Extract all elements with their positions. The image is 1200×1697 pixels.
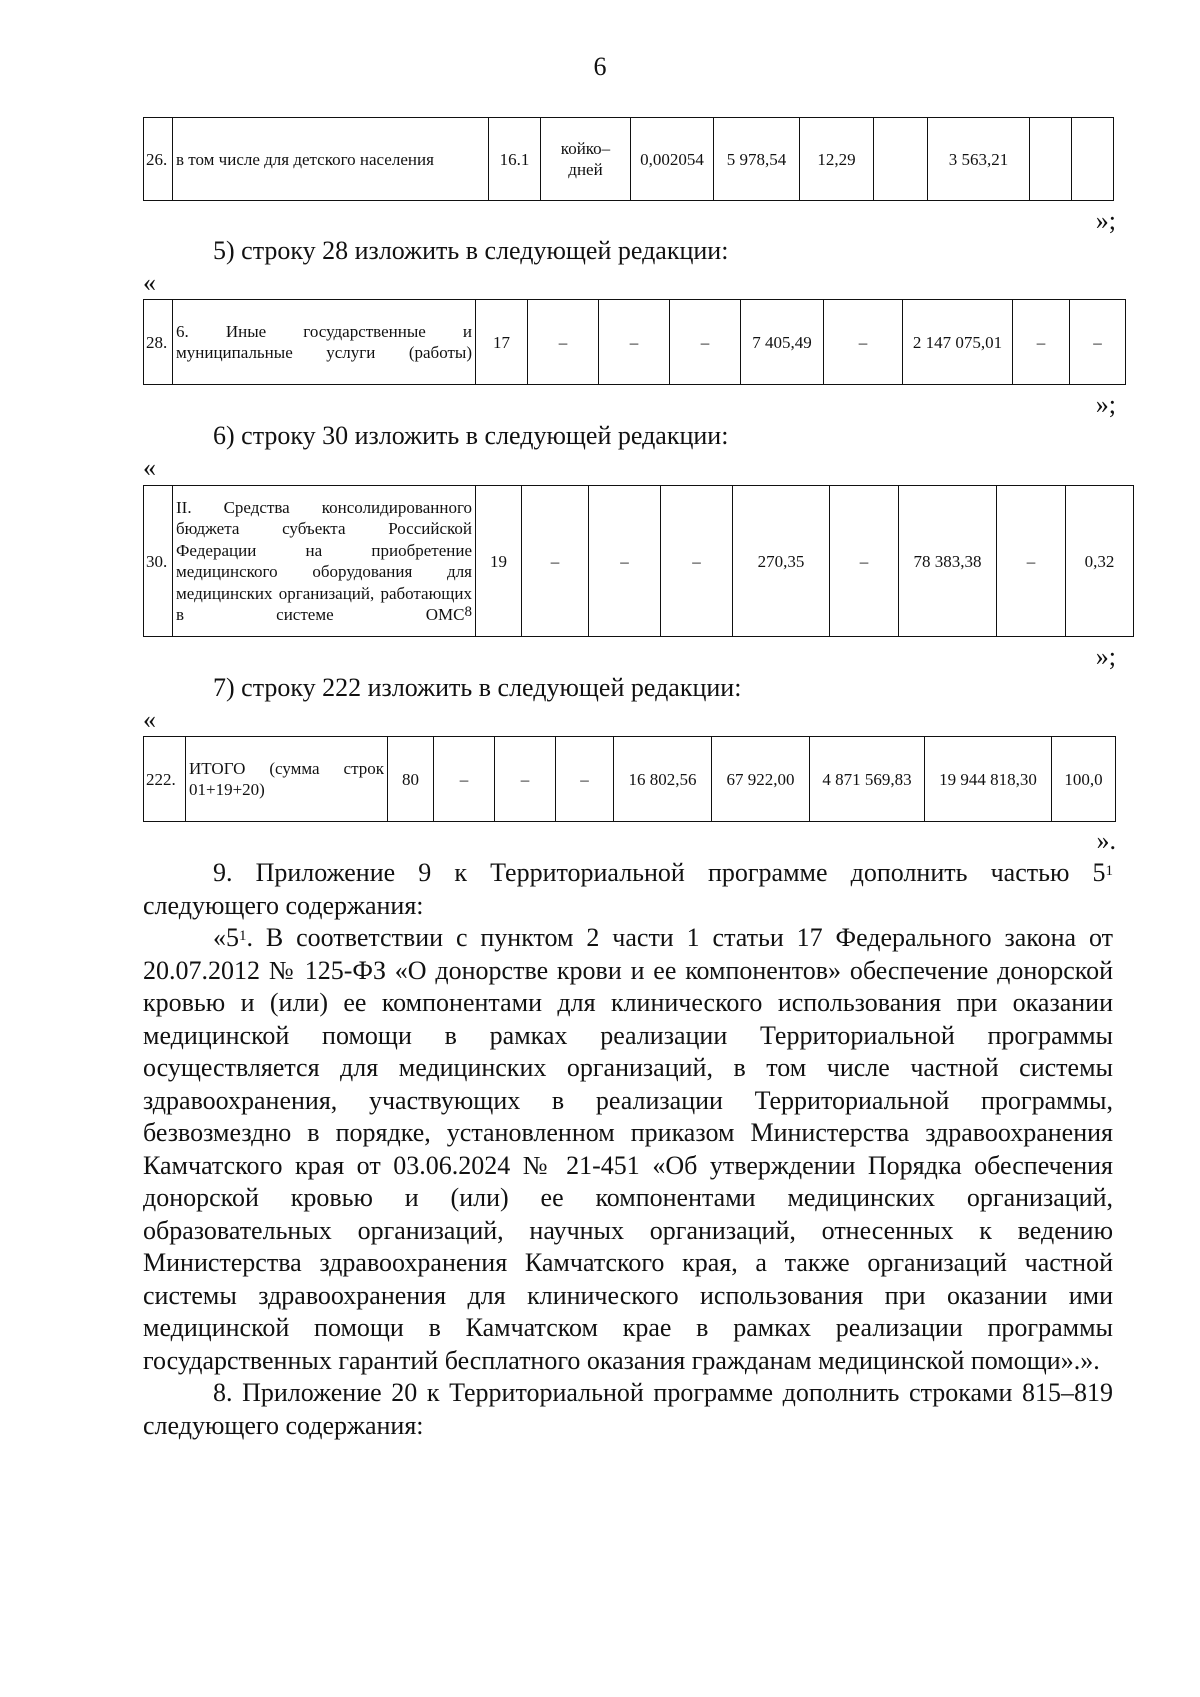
- paragraph-8: 8. Приложение 20 к Территориальной программе дополнить строками 815–819 следующего содержания:: [143, 1378, 1113, 1440]
- cell-1: –: [522, 486, 589, 637]
- table-row-30: [143, 485, 1134, 637]
- cell-6: [1030, 118, 1072, 201]
- cell-6: 2 147 075,01: [903, 300, 1013, 385]
- cell-1: –: [528, 300, 599, 385]
- opening-quote: «: [143, 268, 156, 297]
- table-row-222: [143, 736, 1116, 822]
- row-number: 222.: [144, 737, 186, 822]
- cell-5: –: [824, 300, 903, 385]
- row-description: ИТОГО (сумма строк 01+19+20): [186, 737, 388, 822]
- cell-2: 5 978,54: [714, 118, 800, 201]
- row-description: в том числе для детского населения: [173, 118, 489, 201]
- row-code: 80: [388, 737, 434, 822]
- section-heading: 5) строку 28 изложить в следующей редакции:: [213, 236, 729, 265]
- row-number: 28.: [144, 300, 173, 385]
- cell-6: 4 871 569,83: [810, 737, 925, 822]
- opening-quote: «: [143, 705, 156, 734]
- cell-2: –: [495, 737, 556, 822]
- opening-quote: «: [143, 453, 156, 482]
- cell-4: 270,35: [733, 486, 830, 637]
- cell-5: 3 563,21: [928, 118, 1030, 201]
- cell-5: 67 922,00: [712, 737, 810, 822]
- row-code: 16.1: [489, 118, 541, 201]
- closing-quote: »;: [1095, 206, 1116, 235]
- quoted-paragraph: [143, 922, 1113, 1377]
- footnote-ref: 8: [464, 604, 472, 620]
- cell-2: –: [599, 300, 670, 385]
- row-description: 6. Иные государственные и муниципальные услуги (работы): [173, 300, 476, 385]
- row-number: 26.: [144, 118, 173, 201]
- cell-4: 16 802,56: [614, 737, 712, 822]
- cell-5: –: [830, 486, 899, 637]
- section-heading: 6) строку 30 изложить в следующей редакции:: [213, 421, 729, 450]
- quote-start: «5: [213, 923, 239, 952]
- section-heading: 7) строку 222 изложить в следующей редакции:: [213, 673, 742, 702]
- quote-text: . В соответствии с пунктом 2 части 1 статьи 17 Федерального закона от 20.07.2012 № 125-ФЗ «О донорстве крови и ее компонентов» обеспечение донорской кровью и (или) ее компонентами для клинического использования при оказании медицинской помощи в рамках реализации Территориальной программы осуществляется для медицинских организаций, в том числе частной системы здравоохранения, участвующих в реализации Территориальной программы, безвозмездно в порядке, установленном приказом Министерства здравоохранения Камчатского края от 03.06.2024 № 21-451 «Об утверждении Порядка обеспечения донорской кровью и (или) ее компонентами медицинских организаций, образовательных организаций, научных организаций, отнесенных к ведению Министерства здравоохранения Камчатского края, а также организаций частной системы здравоохранения для клинического использования при оказании ими медицинской помощи в Камчатском крае в рамках реализации программы государственных гарантий бесплатного оказания гражданам медицинской помощи».».: [143, 923, 1113, 1375]
- cell-8: –: [1070, 300, 1126, 385]
- cell-7: [1072, 118, 1114, 201]
- cell-8: 0,32: [1066, 486, 1134, 637]
- closing-quote: »;: [1095, 642, 1116, 671]
- row-description-text: II. Средства консолидированного бюджета субъекта Российской Федерации на приобретение медицинского оборудования для медицинских организаций, работающих в системе ОМС: [176, 497, 472, 624]
- cell-3: 12,29: [800, 118, 874, 201]
- cell-6: 78 383,38: [899, 486, 997, 637]
- cell-4: 7 405,49: [741, 300, 824, 385]
- cell-1: –: [434, 737, 495, 822]
- cell-7: 19 944 818,30: [925, 737, 1052, 822]
- table-row-26: [143, 117, 1114, 201]
- cell-3: –: [661, 486, 733, 637]
- row-number: 30.: [144, 486, 173, 637]
- cell-4: [874, 118, 928, 201]
- paragraph-9: [143, 857, 1113, 922]
- closing-quote: ».: [1096, 826, 1116, 855]
- body-text: [143, 857, 1113, 1442]
- row-code: 19: [476, 486, 522, 637]
- row-description: [173, 486, 476, 637]
- row-unit: койко–дней: [541, 118, 631, 201]
- cell-7: –: [1013, 300, 1070, 385]
- cell-8: 100,0: [1052, 737, 1116, 822]
- page-number: 6: [593, 52, 607, 81]
- cell-3: –: [670, 300, 741, 385]
- row-code: 17: [476, 300, 528, 385]
- cell-3: –: [556, 737, 614, 822]
- closing-quote: »;: [1095, 390, 1116, 419]
- cell-1: 0,002054: [631, 118, 714, 201]
- cell-7: –: [997, 486, 1066, 637]
- superscript: 1: [1105, 863, 1113, 879]
- paragraph-9-continuation: следующего содержания:: [143, 890, 424, 920]
- superscript: 1: [239, 928, 247, 944]
- cell-2: –: [589, 486, 661, 637]
- table-row-28: [143, 299, 1126, 385]
- paragraph-9-text: 9. Приложение 9 к Территориальной программе дополнить частью 5: [213, 858, 1106, 887]
